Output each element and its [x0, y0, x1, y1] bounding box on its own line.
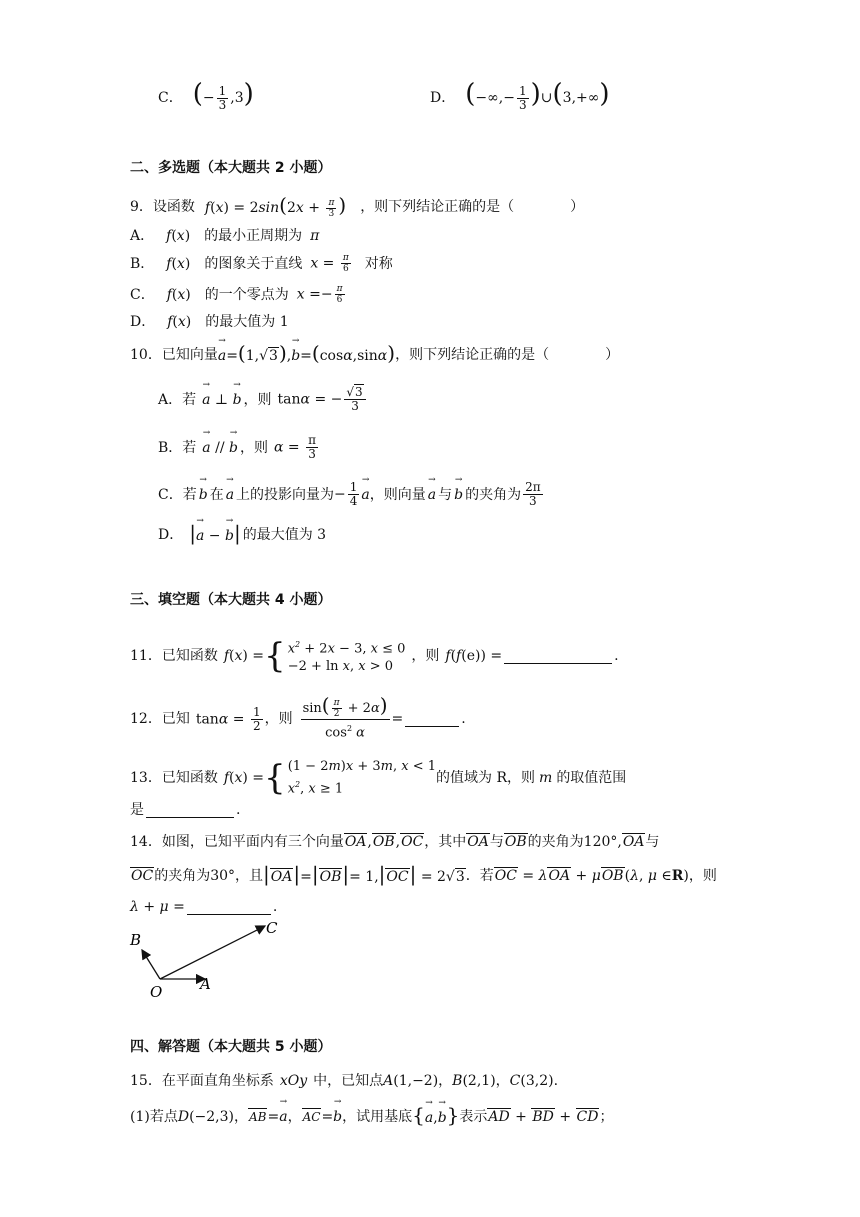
q11-mid: ，则 — [411, 648, 440, 665]
q15-part1-prefix: (1)若点 — [130, 1108, 178, 1125]
q14-vector-figure — [120, 915, 290, 1000]
q11-end: . — [614, 648, 619, 665]
q13-prefix: 13．已知函数 — [130, 770, 218, 787]
q9-stem-suffix: ，则下列结论正确的是（ ） — [360, 198, 585, 215]
q14-oc: OC — [131, 868, 154, 884]
q14-prefix: 14．如图，已知平面内有三个向量 — [130, 833, 344, 850]
section-3-title: 三、填空题（本大题共 4 小题） — [130, 592, 332, 608]
q15-sep1: ， — [438, 1073, 453, 1089]
q9-option-d-text: 的最大值为 1 — [205, 314, 289, 330]
q12-stem — [130, 693, 466, 742]
q10-option-c-angle: $\frac{2\pi}{3}$ — [525, 480, 541, 508]
q9-function: f(x) = 2sin(2x + $\frac{\pi}{3}$ ) — [204, 193, 347, 219]
q10-option-c-proj: − $\frac{1}{4}$ → a — [334, 481, 370, 508]
q10-option-a-result: tanα = − $\frac{√3}{3}$ — [278, 386, 368, 413]
q15-point-c: C(3,2) — [509, 1073, 554, 1089]
q10-option-c-b: → b — [199, 485, 208, 505]
q13-answer-blank[interactable] — [146, 803, 234, 818]
q10-option-b-result: α = $\frac{\pi}{3}$ — [273, 433, 316, 461]
q10-option-c-mid1: 在 — [209, 486, 224, 503]
q9-option-c-label: C． — [130, 286, 155, 303]
q8-option-c — [158, 79, 254, 112]
q10-option-c-mid2: 上的投影向量为 — [236, 486, 335, 503]
q8-option-d-label: D． — [430, 89, 456, 106]
label-o: O — [150, 983, 163, 1000]
q10-stem — [130, 343, 619, 366]
q9-option-b — [130, 253, 393, 274]
q14-oa2: OA — [622, 834, 645, 850]
q9-option-b-eq: x = $\frac{\pi}{6}$ — [310, 253, 349, 274]
q9-option-c — [130, 284, 347, 305]
q13-line2 — [130, 800, 240, 820]
q9-option-a-label: A． — [130, 228, 155, 244]
q14-line2-mid2: ，且 — [235, 867, 264, 884]
q9-option-b-suffix: 对称 — [364, 255, 393, 272]
q9-option-c-text: 的一个零点为 — [204, 286, 289, 303]
q10-option-a-mid: ，则 — [243, 391, 272, 408]
q14-answer-blank[interactable] — [187, 900, 271, 915]
q15-mid: 中，已知点 — [313, 1073, 384, 1089]
q12-answer-blank[interactable] — [405, 712, 459, 727]
section-4-title: 四、解答题（本大题共 5 小题） — [130, 1039, 332, 1055]
q14-mid4: 与 — [645, 833, 660, 850]
q15-part1-end: ； — [599, 1108, 614, 1125]
q14-line2-mid1: 的夹角为 — [154, 867, 211, 884]
q10-option-c-mid3: ，则向量 — [369, 486, 426, 503]
q14-line2 — [130, 864, 717, 887]
q9-option-d-f: f(x) — [167, 314, 192, 330]
q13-suffix: 的值域为 R，则 — [436, 770, 536, 787]
vector-oc-arrow — [160, 926, 265, 979]
q10-option-c — [158, 481, 545, 508]
q14-line1 — [130, 831, 659, 852]
q11-prefix: 11．已知函数 — [130, 648, 218, 665]
label-b: B — [130, 931, 142, 949]
q12-mid: ，则 — [264, 711, 293, 728]
q14-angle1: 120°, — [583, 833, 622, 850]
q10-option-c-label: C．若 — [158, 486, 197, 503]
q10-option-a-cond: → a ⊥ → b — [202, 390, 241, 410]
q9-option-b-text: 的图象关于直线 — [204, 255, 303, 272]
q10-option-b — [158, 434, 320, 461]
q10-option-b-label: B．若 — [158, 439, 197, 456]
q14-magnitudes: |OA|=|OB|= 1,|OC| = 2√3 — [263, 862, 465, 886]
q8-option-d — [430, 79, 610, 112]
q11-stem — [130, 636, 619, 676]
q14-line3 — [130, 897, 277, 917]
q15-point-b: B(2,1) — [452, 1073, 496, 1089]
q15-part1-sep2: ， — [287, 1108, 302, 1125]
q14-line2-mid4: ，则 — [688, 867, 717, 884]
q11-piecewise: f ( x ) = { $x^2 + 2x - 3$, x ≤ 0 −2 + ln x, x > 0 — [223, 636, 406, 677]
q9-stem-prefix: 9．设函数 — [130, 198, 195, 215]
q15-point-d: D(−2,3) — [177, 1108, 234, 1125]
label-a: A — [200, 975, 211, 993]
q15-basis: {→ a,→ b} — [412, 1105, 459, 1128]
q15-part1-mid2: 表示 — [459, 1108, 488, 1125]
q13-stem — [130, 758, 626, 798]
q10-stem-suffix: ，则下列结论正确的是（ ） — [395, 346, 620, 363]
q13-suffix2: 的取值范围 — [556, 770, 627, 787]
q10-option-d-text: 的最大值为 3 — [242, 526, 327, 543]
q8-option-c-math: (− $\frac{1}{3}$ ,3) — [192, 79, 254, 112]
q9-option-c-f: f(x) — [166, 286, 191, 303]
q12-expr: sin( $\frac{\pi}{2}$ + 2α) $\cos^2 \alpha$ = — [302, 693, 404, 741]
q13-end: . — [236, 802, 241, 818]
label-c: C — [266, 919, 278, 937]
q9-option-b-label: B． — [130, 255, 155, 272]
q15-stem — [130, 1071, 558, 1091]
q10-option-a-label: A．若 — [158, 391, 197, 408]
q15-sum-expr: AD + BD + CD — [488, 1109, 599, 1125]
q14-ob: OB — [504, 834, 527, 850]
q10-stem-prefix: 10．已知向量 — [130, 346, 218, 363]
q14-mid1: ，其中 — [424, 833, 467, 850]
q8-option-d-math: (−∞,− $\frac{1}{3}$ )∪(3,+∞) — [465, 79, 610, 112]
q10-option-d — [158, 523, 326, 546]
q13-line2-text: 是 — [130, 802, 144, 818]
q11-expr: f(f(e)) = — [445, 648, 503, 665]
q10-option-b-cond: → a // → b — [202, 438, 238, 458]
q14-oa: OA — [467, 834, 489, 850]
q15-ac-def: AC=→ b — [302, 1106, 343, 1127]
q14-angle2: 30° — [210, 867, 236, 884]
q10-option-d-label: D． — [158, 526, 184, 543]
q13-m: m — [539, 770, 553, 787]
q15-point-a: A(1,−2) — [383, 1073, 439, 1089]
q15-end: . — [553, 1073, 559, 1089]
q15-part1-mid: 试用基底 — [356, 1108, 413, 1125]
q13-piecewise: f ( x ) = { (1 − 2m)x + 3m, x < 1 $x^2$, x ≥ 1 — [223, 758, 437, 799]
q14-vectors: OA,OB,OC — [344, 834, 424, 850]
q10-option-c-mid5: 的夹角为 — [465, 486, 522, 503]
vector-ob-arrow — [142, 950, 160, 979]
q9-option-a — [130, 226, 319, 246]
q10-option-c-b2: → b — [454, 485, 463, 505]
q8-option-c-label: C． — [158, 89, 183, 106]
q9-option-d — [130, 312, 289, 332]
q9-option-a-text: 的最小正周期为 — [204, 228, 303, 244]
q10-option-c-a2: → a — [428, 485, 436, 505]
q15-ab-def: AB=→ a — [248, 1106, 288, 1127]
q9-option-c-eq: x =− $\frac{\pi}{6}$ — [296, 284, 343, 305]
q14-sum: λ + μ = — [130, 899, 185, 915]
q12-end: . — [461, 711, 466, 728]
q15-sep2: ， — [495, 1073, 510, 1089]
q9-option-a-pi: π — [310, 228, 320, 244]
q10-option-a — [158, 386, 368, 413]
q10-option-b-mid: ，则 — [239, 439, 268, 456]
q15-part1-sep3: ， — [342, 1108, 357, 1125]
q10-vectors: → a=(1,√3),→ b=(cosα,sinα) — [218, 343, 395, 366]
q11-answer-blank[interactable] — [504, 649, 612, 664]
q12-prefix: 12．已知 — [130, 711, 190, 728]
q14-mid2: 与 — [489, 833, 504, 850]
q9-option-b-f: f(x) — [166, 255, 191, 272]
q9-stem — [130, 195, 584, 219]
q10-option-c-a: → a — [226, 485, 234, 505]
q14-combination: OC = λOA + μOB(λ, μ ∈R) — [494, 868, 689, 884]
q14-end: . — [272, 899, 278, 915]
q9-option-d-label: D． — [130, 314, 156, 330]
q10-option-d-abs: |→ a − → b| — [189, 523, 240, 546]
q12-given: tanα = $\frac{1}{2}$ — [195, 704, 261, 733]
q14-line2-mid3: ．若 — [465, 867, 494, 884]
q15-system: xOy — [279, 1073, 308, 1089]
q10-option-c-mid4: 与 — [438, 486, 453, 503]
q15-prefix: 15．在平面直角坐标系 — [130, 1073, 274, 1089]
q15-part1 — [130, 1105, 613, 1128]
section-2-title: 二、多选题（本大题共 2 小题） — [130, 160, 332, 176]
q14-mid3: 的夹角为 — [527, 833, 584, 850]
q9-option-a-f: f(x) — [166, 228, 191, 244]
q15-part1-sep1: ， — [234, 1108, 248, 1125]
